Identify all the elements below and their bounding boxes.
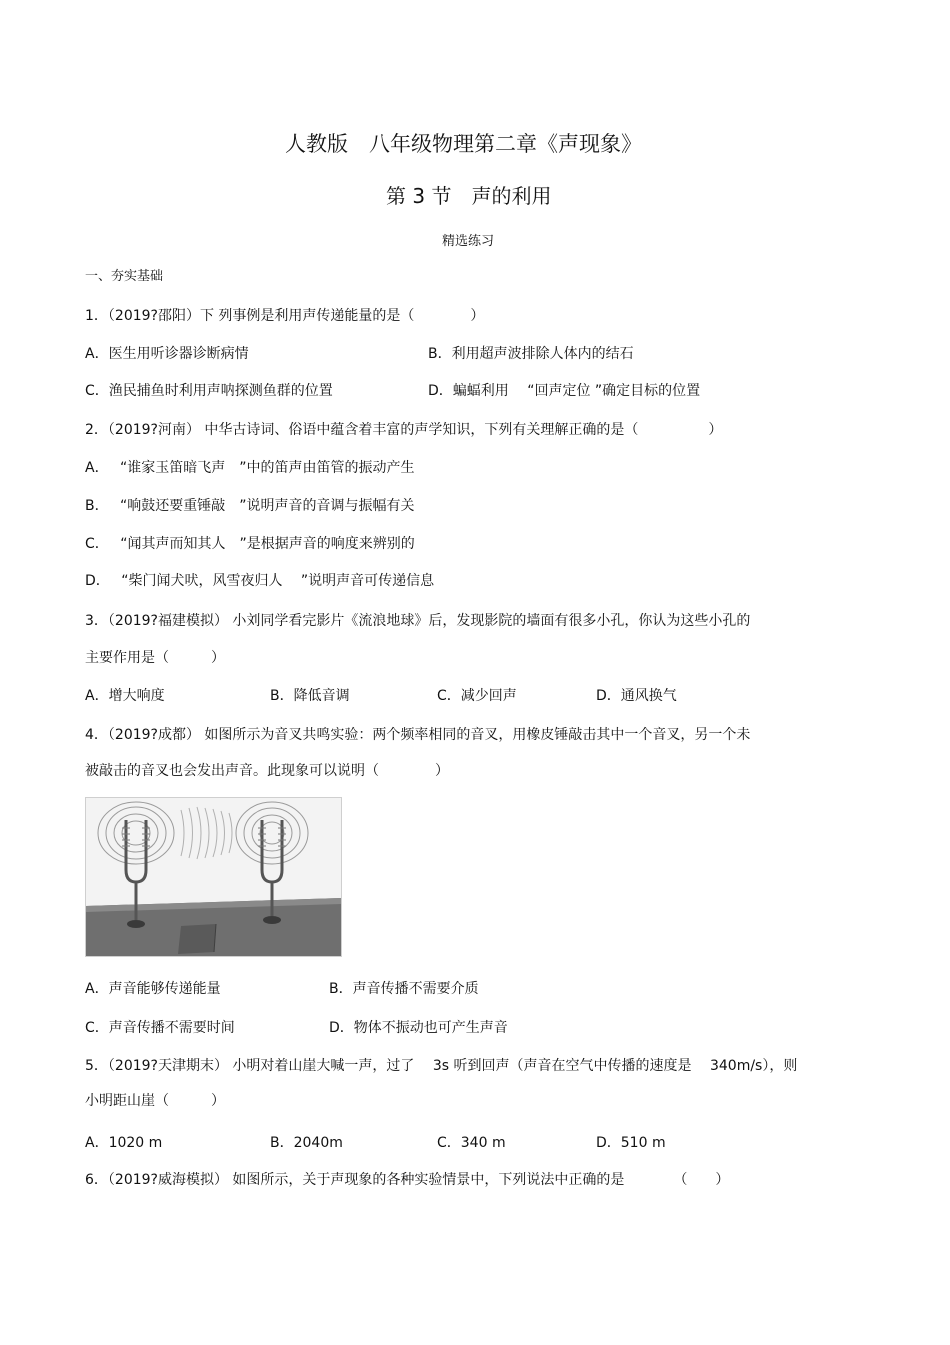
question-4-stem-line2: 被敲击的音叉也会发出声音。此现象可以说明（ ） <box>85 763 449 779</box>
question-3-option-a: A．增大响度 <box>85 688 165 704</box>
question-2-option-c: C． “闻其声而知其人 ”是根据声音的响度来辨别的 <box>85 536 415 552</box>
question-3-option-d: D．通风换气 <box>596 688 677 704</box>
question-1-option-c: C．渔民捕鱼时利用声呐探测鱼群的位置 <box>85 383 333 399</box>
question-4-option-c: C．声音传播不需要时间 <box>85 1020 235 1036</box>
question-3-option-c: C．减少回声 <box>437 688 517 704</box>
question-2-option-d: D． “柴门闻犬吠，风雪夜归人 ”说明声音可传递信息 <box>85 573 435 589</box>
question-5-option-b: B．2040m <box>270 1135 343 1151</box>
question-6-stem: 6．（2019?威海模拟） 如图所示，关于声现象的各种实验情景中，下列说法中正确的是 （ ） <box>85 1172 730 1188</box>
right-fork-base-icon <box>263 916 281 924</box>
question-5-stem-line2: 小明距山崖（ ） <box>85 1093 225 1109</box>
document-title: 人教版 八年级物理第二章《声现象》 <box>285 132 642 156</box>
section-heading: 一、夯实基础 <box>85 269 164 284</box>
question-5-option-a: A．1020 m <box>85 1135 163 1151</box>
left-fork-base-icon <box>127 920 145 928</box>
tuning-fork-illustration <box>86 798 341 956</box>
question-3-stem-line2: 主要作用是（ ） <box>85 650 225 666</box>
tuning-fork-resonance-figure <box>85 797 342 957</box>
question-3-stem-line1: 3．（2019?福建模拟） 小刘同学看完影片《流浪地球》后，发现影院的墙面有很多小孔，你认为这些小孔的 <box>85 613 751 629</box>
section-title: 第 3 节 声的利用 <box>386 184 552 208</box>
question-2-option-b: B． “响鼓还要重锤敲 ”说明声音的音调与振幅有关 <box>85 498 415 514</box>
question-4-option-d: D．物体不振动也可产生声音 <box>329 1020 508 1036</box>
question-3-option-b: B．降低音调 <box>270 688 350 704</box>
question-1-option-d: D．蝙蝠利用 “回声定位 ”确定目标的位置 <box>428 383 701 399</box>
exercise-label: 精选练习 <box>442 234 495 249</box>
question-1-option-b: B．利用超声波排除人体内的结石 <box>428 346 634 362</box>
question-4-stem-line1: 4．（2019?成都） 如图所示为音叉共鸣实验：两个频率相同的音叉，用橡皮锤敲击其中一个音叉，另一个未 <box>85 727 751 743</box>
question-1-stem: 1．（2019?邵阳）下 列事例是利用声传递能量的是（ ） <box>85 308 485 324</box>
question-4-option-b: B．声音传播不需要介质 <box>329 981 479 997</box>
question-4-option-a: A．声音能够传递能量 <box>85 981 221 997</box>
question-5-option-c: C．340 m <box>437 1135 506 1151</box>
question-1-option-a: A．医生用听诊器诊断病情 <box>85 346 249 362</box>
question-5-stem-line1: 5．（2019?天津期末） 小明对着山崖大喊一声，过了 3s 听到回声（声音在空气中传播的速度是 340m/s），则 <box>85 1058 798 1074</box>
question-2-option-a: A． “谁家玉笛暗飞声 ”中的笛声由笛管的振动产生 <box>85 460 415 476</box>
question-2-stem: 2．（2019?河南） 中华古诗词、俗语中蕴含着丰富的声学知识，下列有关理解正确的是（ ） <box>85 422 723 438</box>
question-5-option-d: D．510 m <box>596 1135 666 1151</box>
